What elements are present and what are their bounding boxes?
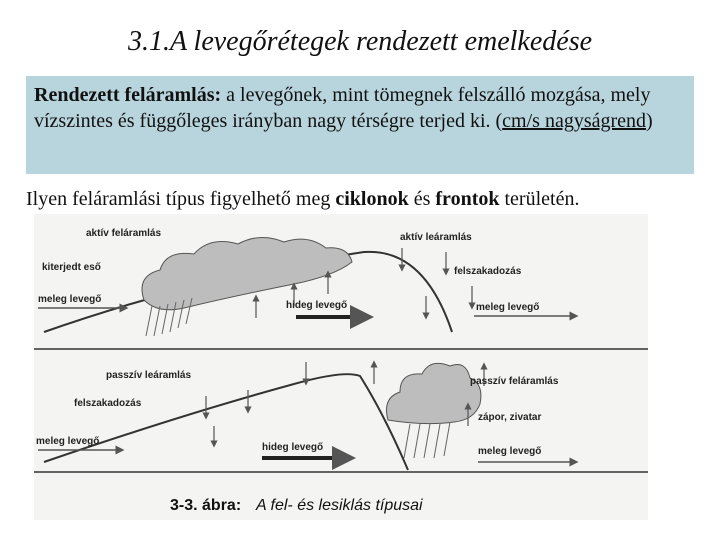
top-downdraft-arrows (402, 248, 472, 316)
top-panel (34, 228, 648, 349)
bottom-panel (34, 362, 648, 472)
bottom-downdraft-arrows (206, 362, 306, 444)
intro-bold-frontok: frontok (435, 188, 500, 210)
intro-part1: Ilyen feláramlási típus figyelhető meg (26, 188, 336, 210)
intro-paragraph (26, 186, 706, 212)
bottom-front-surface (44, 374, 408, 470)
figure-caption-text: A fel- és lesiklás típusai (256, 497, 423, 514)
figure-caption-number: 3-3. ábra: (170, 497, 242, 514)
bottom-storm-cloud (387, 363, 481, 423)
label-hideg-levego-bottom: hideg levegő (262, 442, 324, 453)
label-meleg-levego-bottom-right: meleg levegő (478, 446, 542, 457)
definition-text-a: a levegőnek, mint tömegnek felszálló mozgása, mely vízszintes és függőleges irányban nagy térségre terjed ki. ( (34, 84, 651, 132)
label-aktiv-felaramlas: aktív feláramlás (86, 228, 162, 239)
label-kiterjedt-eso: kiterjedt eső (42, 262, 101, 273)
slide-title: 3.1.A levegőrétegek rendezett emelkedése (127, 26, 593, 57)
label-passziv-learamlas: passzív leáramlás (106, 370, 192, 381)
label-hideg-levego-top: hideg levegő (286, 300, 348, 311)
front-diagram-figure (34, 214, 648, 520)
definition-box (26, 76, 694, 174)
definition-text-b: ) (646, 110, 653, 132)
label-aktiv-learamlas: aktív leáramlás (400, 232, 472, 243)
intro-part2: és (408, 188, 436, 210)
bottom-rain (404, 422, 450, 458)
label-felszakadozas-top: felszakadozás (454, 266, 522, 277)
label-passziv-felaramlas: passzív feláramlás (470, 376, 559, 387)
definition-term: Rendezett feláramlás: (34, 84, 222, 106)
label-zapor-zivatar: zápor, zivatar (478, 412, 542, 423)
label-meleg-levego-top-right: meleg levegő (476, 302, 540, 313)
label-meleg-levego-top-left: meleg levegő (38, 294, 102, 305)
definition-unit: cm/s nagyságrend (502, 110, 647, 132)
label-meleg-levego-bottom-left: meleg levegő (36, 436, 100, 447)
top-cloud (142, 237, 352, 309)
label-felszakadozas-bottom: felszakadozás (74, 398, 142, 409)
intro-part3: területén. (499, 188, 580, 210)
intro-bold-ciklonok: ciklonok (335, 188, 409, 210)
